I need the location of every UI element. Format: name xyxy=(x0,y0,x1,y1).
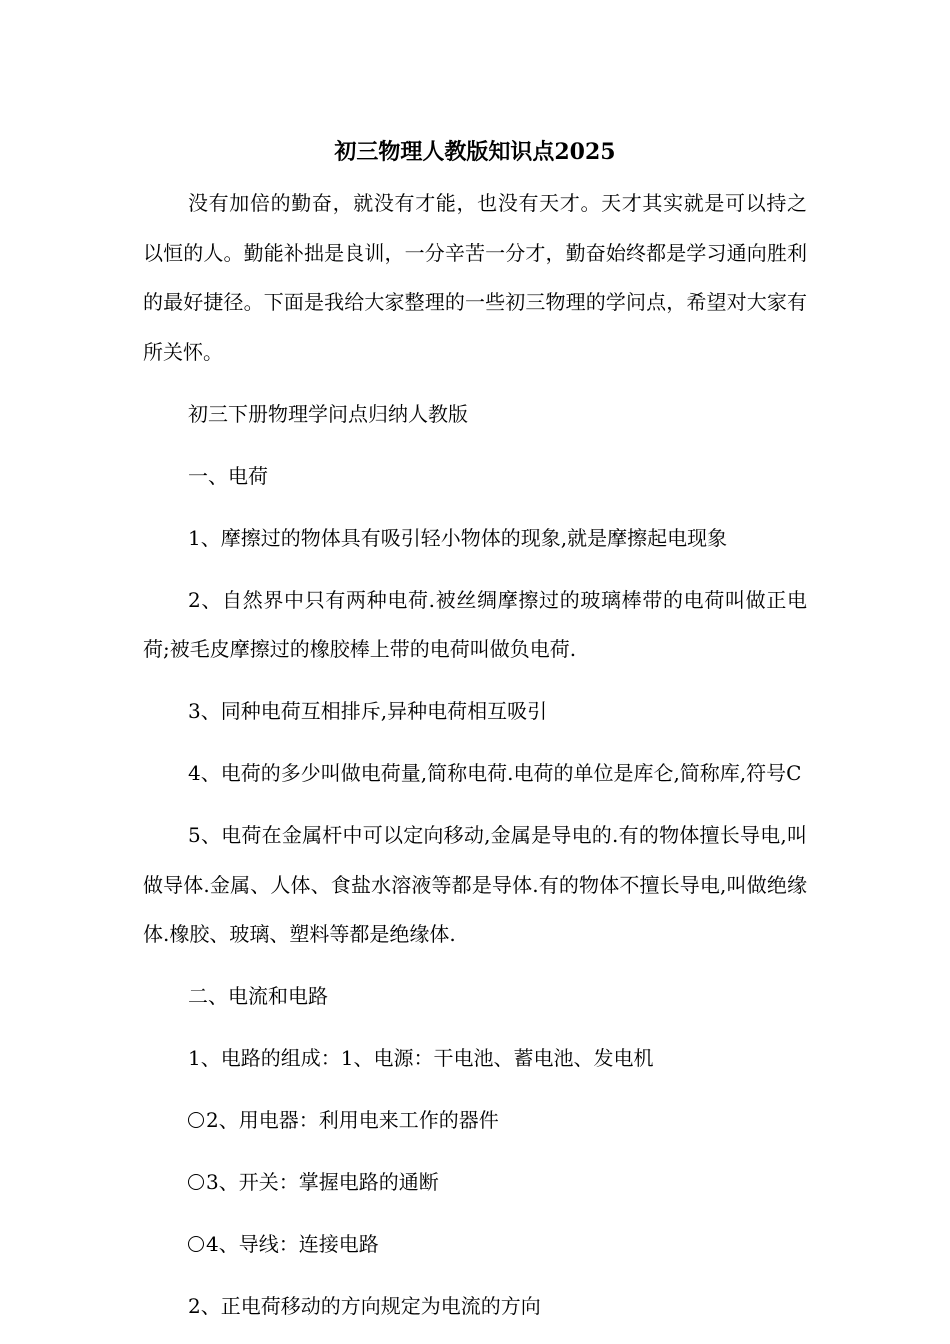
circle-bullet-icon xyxy=(188,1236,204,1252)
charge-point-3: 3、同种电荷互相排斥,异种电荷相互吸引 xyxy=(188,699,548,723)
circuit-sub-item-text: 3、开关：掌握电路的通断 xyxy=(206,1170,439,1194)
circuit-sub-item-text: 4、导线：连接电路 xyxy=(206,1232,379,1256)
circle-bullet-icon xyxy=(188,1112,204,1128)
charge-point-4: 4、电荷的多少叫做电荷量,简称电荷.电荷的单位是库仑,简称库,符号C xyxy=(188,761,802,785)
circuit-sub-item xyxy=(143,1158,807,1208)
circuit-sub-item xyxy=(143,1220,807,1270)
section-heading: 初三下册物理学问点归纳人教版 xyxy=(188,401,468,426)
subsection-heading-charge: 一、电荷 xyxy=(188,463,268,488)
circuit-sub-item-text: 2、用电器：利用电来工作的器件 xyxy=(206,1108,499,1132)
document-title: 初三物理人教版知识点2025 xyxy=(334,139,616,165)
intro-paragraph: 没有加倍的勤奋，就没有才能，也没有天才。天才其实就是可以持之以恒的人。勤能补拙是良训，一分辛苦一分才，勤奋始终都是学习通向胜利的最好捷径。下面是我给大家整理的一些初三物理的学问点，希望对大家有所关怀。 xyxy=(143,191,807,364)
circuit-sub-item xyxy=(143,1096,807,1146)
circle-bullet-icon xyxy=(188,1174,204,1190)
charge-point-2: 2、自然界中只有两种电荷.被丝绸摩擦过的玻璃棒带的电荷叫做正电荷;被毛皮摩擦过的橡胶棒上带的电荷叫做负电荷. xyxy=(143,587,807,661)
circuit-point-1: 1、电路的组成：1、电源：干电池、蓄电池、发电机 xyxy=(188,1046,654,1070)
circuit-point-2: 2、正电荷移动的方向规定为电流的方向 xyxy=(188,1294,541,1318)
charge-point-5: 5、电荷在金属杆中可以定向移动,金属是导电的.有的物体擅长导电,叫做导体.金属、人体、食盐水溶液等都是导体.有的物体不擅长导电,叫做绝缘体.橡胶、玻璃、塑料等都是绝缘体. xyxy=(143,823,807,946)
subsection-heading-current: 二、电流和电路 xyxy=(188,984,328,1008)
document-body xyxy=(143,179,807,1332)
charge-point-1: 1、摩擦过的物体具有吸引轻小物体的现象,就是摩擦起电现象 xyxy=(188,525,728,550)
